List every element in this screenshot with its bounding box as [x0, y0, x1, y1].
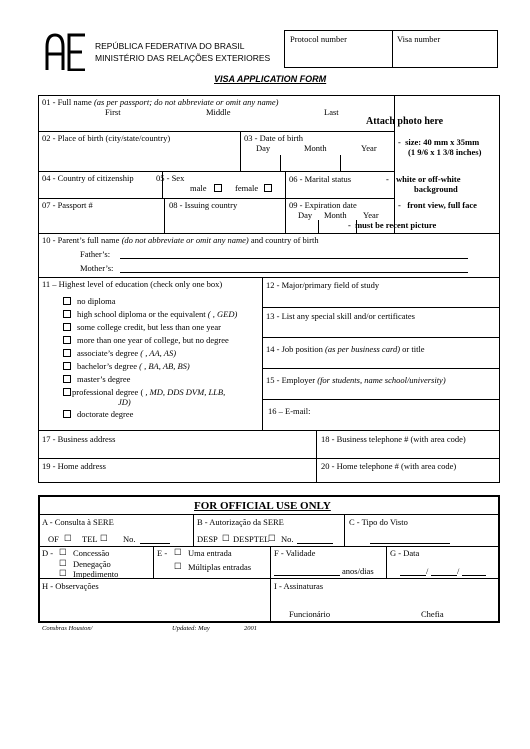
expiration-date-input[interactable] [287, 220, 392, 232]
dob-month-label: Month [304, 143, 327, 153]
footer-consbras: Consbras Houston/ [42, 625, 93, 632]
form-title: VISA APPLICATION FORM [214, 74, 327, 84]
dob-year-label: Year [361, 143, 377, 153]
mother-input[interactable] [120, 272, 468, 273]
photo-face: - front view, full face [398, 200, 477, 210]
denegacao-checkbox[interactable]: ☐ [59, 558, 67, 568]
middle-name-label: Middle [206, 107, 231, 117]
multiplas-entradas-label: Múltiplas entradas [188, 562, 252, 572]
dob-day-label: Day [256, 143, 271, 153]
edu-checkbox-doctorate[interactable] [63, 410, 71, 418]
impedimento-checkbox[interactable]: ☐ [59, 568, 67, 578]
footer-updated: Updated: May [172, 625, 210, 632]
consulta-no-label: No. [123, 534, 136, 544]
edu-option-master: master’s degree [77, 374, 131, 384]
exp-day-label: Day [298, 210, 313, 220]
job-position-input[interactable] [264, 355, 498, 367]
full-name-label: 01 - Full name (as per passport; do not abbreviate or omit any name) [42, 97, 279, 107]
header-line-2: MINISTÉRIO DAS RELAÇÕES EXTERIORES [95, 53, 271, 63]
uma-entrada-checkbox[interactable]: ☐ [174, 547, 182, 557]
assinaturas-label: I - Assinaturas [274, 581, 324, 591]
photo-size-2: (1 9/6 x 1 3/8 inches) [408, 147, 482, 157]
home-phone-label: 20 - Home telephone # (with area code) [321, 461, 457, 471]
business-address-input[interactable] [40, 445, 314, 457]
last-name-label: Last [324, 107, 339, 117]
data-sep-2: / [457, 566, 460, 576]
data-label: G - Data [390, 548, 420, 558]
full-name-input[interactable] [40, 118, 392, 130]
edu-option-doctorate: doctorate degree [77, 409, 134, 419]
father-input[interactable] [120, 258, 468, 259]
edu-checkbox-some-college[interactable] [63, 323, 71, 331]
edu-checkbox-college-no-degree[interactable] [63, 336, 71, 344]
visa-number-label: Visa number [397, 34, 441, 44]
edu-checkbox-no-diploma[interactable] [63, 297, 71, 305]
consulta-tel-checkbox[interactable]: ☐ [100, 533, 108, 543]
concessao-label: Concessão [73, 548, 110, 558]
edu-option-some-college: some college credit, but less than one year [77, 322, 221, 332]
photo-bg-1: white or off-white [396, 174, 461, 184]
edu-option-high-school: high school diploma or the equivalent ( , GED) [77, 309, 238, 319]
photo-recent: - must be recent picture [348, 220, 437, 230]
footer-year: 2001 [244, 625, 257, 632]
decisao-label: D - [42, 548, 54, 558]
parents-label: 10 - Parent’s full name (do not abbreviate or omit any name) and country of birth [42, 235, 319, 245]
photo-bg-dash: - [386, 174, 389, 184]
autorizacao-desp-checkbox[interactable]: ☐ [222, 533, 230, 543]
job-position-label: 14 - Job position (as per business card) or title [266, 344, 425, 354]
tipo-visto-label: C - Tipo do Visto [349, 517, 408, 527]
marital-status-input[interactable] [287, 185, 392, 197]
validade-unit: anos/dias [342, 566, 374, 576]
consulta-sere-label: A - Consulta à SERE [42, 517, 114, 527]
consulta-of-label: OF [48, 534, 59, 544]
observacoes-input[interactable] [40, 592, 268, 621]
edu-option-bachelor: bachelor’s degree ( , BA, AB, BS) [77, 361, 190, 371]
data-year-input[interactable] [462, 575, 486, 576]
sex-female-checkbox[interactable] [264, 184, 272, 192]
edu-option-professional-cont: JD) [118, 397, 131, 407]
data-month-input[interactable] [431, 575, 457, 576]
sex-label: 05 - Sex [156, 173, 185, 183]
employer-label: 15 - Employer (for students, name school/university) [266, 375, 446, 385]
place-of-birth-input[interactable] [40, 146, 238, 170]
funcionario-signature-label: Funcionário [289, 609, 331, 619]
autorizacao-desptel-checkbox[interactable]: ☐ [268, 533, 276, 543]
autorizacao-desp-label: DESP [197, 534, 218, 544]
issuing-country-input[interactable] [166, 212, 283, 232]
employer-input[interactable] [264, 386, 498, 398]
validade-input[interactable] [274, 575, 340, 576]
protocol-number-label: Protocol number [290, 34, 347, 44]
official-use-title: FOR OFFICIAL USE ONLY [194, 500, 331, 512]
validade-label: F - Validade [274, 548, 316, 558]
sex-female-label: female [235, 183, 259, 193]
photo-size-1: - size: 40 mm x 35mm [398, 137, 480, 147]
skills-label: 13 - List any special skill and/or certificates [266, 311, 415, 321]
sex-male-label: male [190, 183, 207, 193]
header-line-1: REPÚBLICA FEDERATIVA DO BRASIL [95, 41, 245, 51]
data-day-input[interactable] [400, 575, 426, 576]
skills-input[interactable] [264, 322, 498, 336]
mother-label: Mother’s: [80, 263, 114, 273]
autorizacao-sere-label: B - Autorização da SERE [197, 517, 284, 527]
issuing-country-label: 08 - Issuing country [169, 200, 238, 210]
business-phone-label: 18 - Business telephone # (with area code) [321, 434, 466, 444]
denegacao-label: Denegação [73, 559, 111, 569]
passport-input[interactable] [40, 212, 162, 232]
field-of-study-label: 12 - Major/primary field of study [266, 280, 380, 290]
date-of-birth-input[interactable] [242, 155, 392, 170]
email-input[interactable] [318, 404, 498, 428]
edu-option-associate: associate’s degree ( , AA, AS) [77, 348, 177, 358]
autorizacao-no-input[interactable] [297, 543, 333, 544]
autorizacao-no-label: No. [281, 534, 294, 544]
uma-entrada-label: Uma entrada [188, 548, 232, 558]
edu-checkbox-associate[interactable] [63, 349, 71, 357]
place-of-birth-label: 02 - Place of birth (city/state/country) [42, 133, 171, 143]
citizenship-label: 04 - Country of citizenship [42, 173, 134, 183]
field-of-study-input[interactable] [264, 292, 498, 306]
edu-checkbox-professional[interactable] [63, 388, 71, 396]
autorizacao-desptel-label: DESPTEL [233, 534, 270, 544]
passport-label: 07 - Passport # [42, 200, 93, 210]
education-label: 11 – Highest level of education (check only one box) [42, 279, 223, 289]
edu-checkbox-master[interactable] [63, 375, 71, 383]
exp-month-label: Month [324, 210, 347, 220]
chefia-signature-label: Chefia [421, 609, 444, 619]
tipo-visto-input[interactable] [370, 543, 450, 544]
consulta-of-checkbox[interactable]: ☐ [64, 533, 72, 543]
impedimento-label: Impedimento [73, 569, 119, 579]
expiration-date-label: 09 - Expiration date [289, 200, 357, 210]
multiplas-entradas-checkbox[interactable]: ☐ [174, 561, 182, 571]
edu-checkbox-high-school[interactable] [63, 310, 71, 318]
citizenship-input[interactable] [40, 185, 160, 197]
edu-checkbox-bachelor[interactable] [63, 362, 71, 370]
consulta-no-input[interactable] [140, 543, 170, 544]
first-name-label: First [105, 107, 121, 117]
entradas-label: E - [157, 548, 168, 558]
father-label: Father’s: [80, 249, 111, 259]
home-phone-input[interactable] [318, 472, 498, 482]
consulta-tel-label: TEL [82, 534, 98, 544]
business-phone-input[interactable] [318, 445, 498, 457]
photo-bg-2: background [414, 184, 458, 194]
date-of-birth-label: 03 - Date of birth [244, 133, 304, 143]
observacoes-label: H - Observações [42, 581, 99, 591]
sex-male-checkbox[interactable] [214, 184, 222, 192]
data-sep-1: / [426, 566, 429, 576]
edu-option-professional: professional degree ( , MD, DDS DVM, LLB, [72, 387, 226, 397]
email-label: 16 – E-mail: [268, 406, 311, 416]
edu-option-no-diploma: no diploma [77, 296, 116, 306]
business-address-label: 17 - Business address [42, 434, 116, 444]
home-address-input[interactable] [40, 472, 314, 482]
marital-status-label: 06 - Marital status [289, 174, 352, 184]
concessao-checkbox[interactable]: ☐ [59, 547, 67, 557]
home-address-label: 19 - Home address [42, 461, 106, 471]
consulate-logo [44, 33, 88, 71]
photo-title: Attach photo here [366, 116, 444, 127]
exp-year-label: Year [363, 210, 379, 220]
edu-option-college-no-degree: more than one year of college, but no degree [77, 335, 229, 345]
